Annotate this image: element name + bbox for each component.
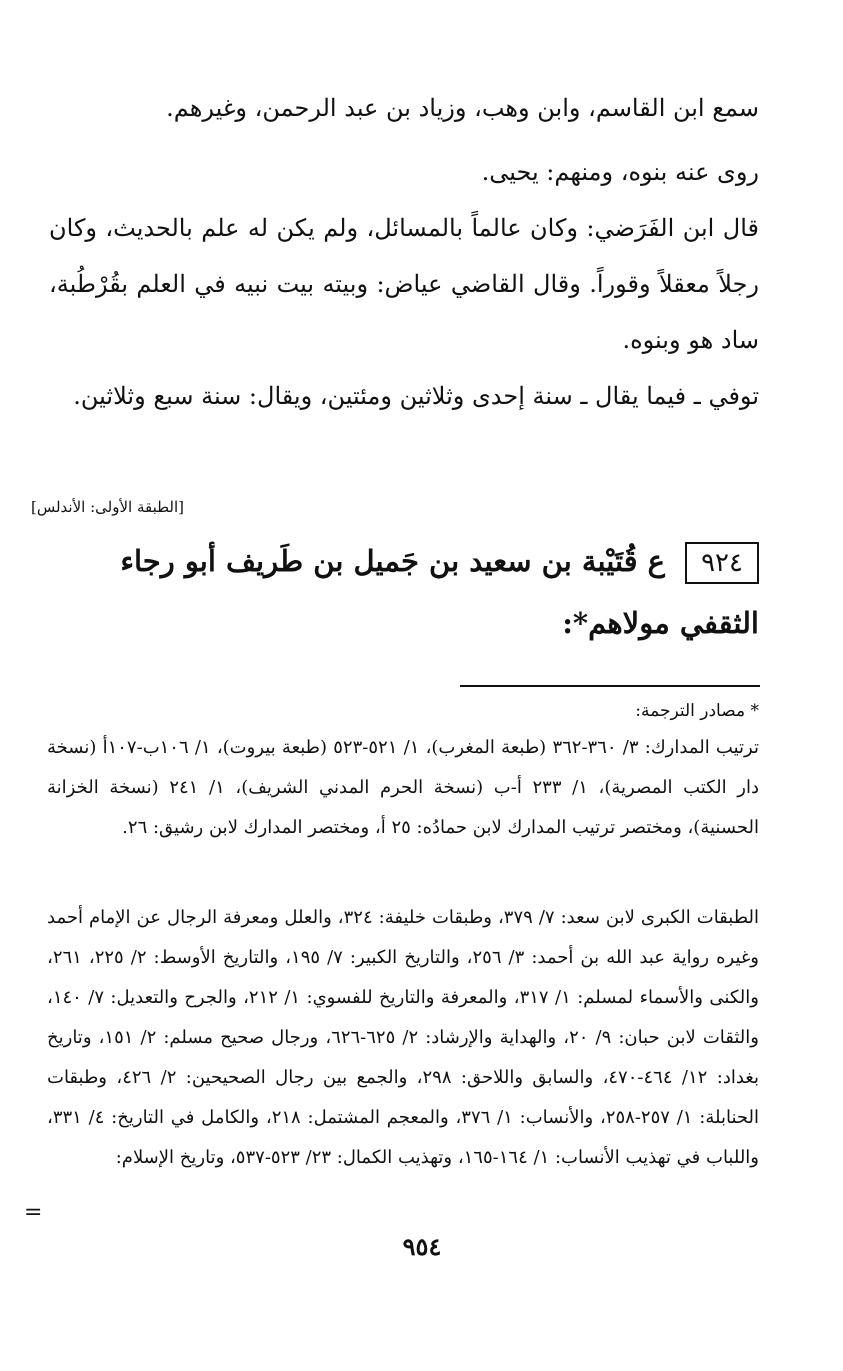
paragraph-students: روى عنه بنوه، ومنهم: يحيى.: [481, 158, 759, 186]
paragraph-death: توفي ـ فيما يقال ـ سنة إحدى وثلاثين ومئتين، ويقال: سنة سبع وثلاثين.: [73, 382, 759, 410]
paragraph-ibn-faradi: قال ابن الفَرَضي: وكان عالماً بالمسائل، ولم يكن له علم بالحديث، وكان رجلاً معقلاً وقوراً. وقال القاضي عياض: وبيته بيت نبيه في العلم بقُرْطُبة، ساد هو وبنوه.: [49, 214, 760, 354]
footnote-divider: [460, 685, 760, 687]
entry-title: قُتَيْبة بن سعيد بن جَميل بن طَريف أبو رجاء الثقفي مولاهم*:: [120, 544, 759, 640]
paragraph-teachers: سمع ابن القاسم، وابن وهب، وزياد بن عبد الرحمن، وغيرهم.: [166, 94, 759, 122]
continuation-mark: =: [24, 1200, 43, 1225]
page-number: ٩٥٤: [402, 1232, 442, 1261]
footnote-paragraph-sources: الطبقات الكبرى لابن سعد: ٧/ ٣٧٩، وطبقات خليفة: ٣٢٤، والعلل ومعرفة الرجال عن الإمام أحمد وغيره رواية عبد الله بن أحمد: ٣/ ٢٥٦، والتاريخ الكبير: ٧/ ١٩٥، والتاريخ الأوسط: ٢/ ٢٢٥، ٢٦١، والكنى والأسماء لمسلم: ١/ ٣١٧، والمعرفة والتاريخ للفسوي: ١/ ٢١٢، والجرح والتعديل: ٧/ ١٤٠، والثقات لابن حبان: ٩/ ٢٠، والهداية والإرشاد: ٢/ ٦٢٥-٦٢٦، ورجال صحيح مسلم: ٢/ ١٥١، وتاريخ بغداد: ١٢/ ٤٦٤-٤٧٠، والسابق واللاحق: ٢٩٨، والجمع بين رجال الصحيحين: ٢/ ٤٢٦، وطبقات الحنابلة: ١/ ٢٥٧-٢٥٨، والأنساب: ١/ ٣٧٦، والمعجم المشتمل: ٢١٨، والكامل في التاريخ: ٤/ ٣٣١، واللباب في تهذيب الأنساب: ١/ ١٦٤-١٦٥، وتهذيب الكمال: ٢٣/ ٥٢٣-٥٣٧، وتاريخ الإسلام:: [47, 907, 759, 1168]
footnote-paragraph-madarik: ترتيب المدارك: ٣/ ٣٦٠-٣٦٢ (طبعة المغرب)، ١/ ٥٢١-٥٢٣ (طبعة بيروت)، ١/ ١٠٦ب-١٠٧أ (نسخة دار الكتب المصرية)، ١/ ٢٣٣ أ-ب (نسخة الحرم المدني الشريف)، ١/ ٢٤١ (نسخة الخزانة الحسنية)، ومختصر ترتيب المدارك لابن حمادُه: ٢٥ أ، ومختصر المدارك لابن رشيق: ٢٦.: [47, 737, 759, 838]
entry-symbol: ع: [647, 544, 665, 578]
section-tag: [الطبقة الأولى: الأندلس]: [31, 498, 184, 516]
footnote-title: * مصادر الترجمة:: [635, 701, 759, 721]
entry-number-box: ٩٢٤: [685, 542, 759, 584]
entry-heading: [47, 530, 759, 654]
